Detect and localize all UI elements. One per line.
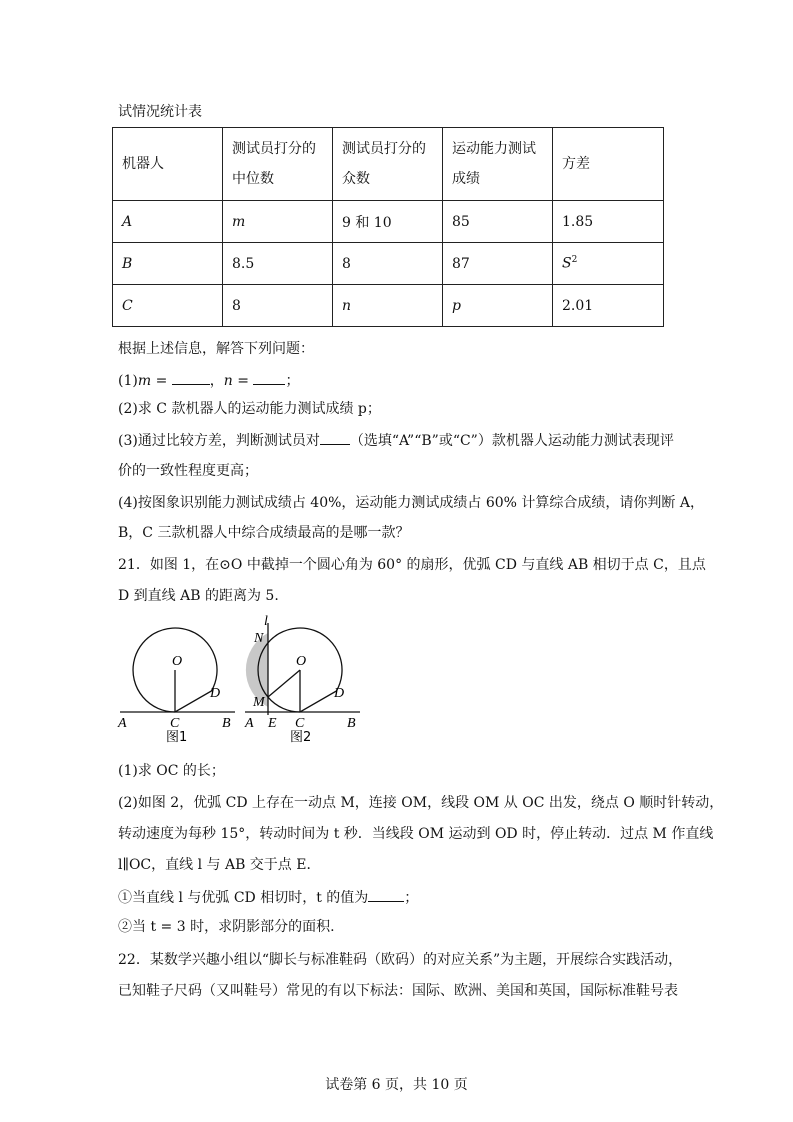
table-caption: 试情况统计表 [118,104,202,120]
label-O: O [296,654,307,669]
cell: 8.5 [223,243,333,285]
cell: 8 [223,285,333,327]
table-row [113,243,664,285]
header-variance: 方差 [553,128,664,201]
cell: 2.01 [553,285,664,327]
q21-part2-line2: 转动速度为每秒 15°，转动时间为 t 秒．当线段 OM 运动到 OD 时，停止转动．过点 M 作直线 [118,826,714,842]
q20-intro: 根据上述信息，解答下列问题： [118,341,314,357]
q20-part4-line1: (4)按图象识别能力测试成绩占 40%，运动能力测试成绩占 60% 计算综合成绩，请你判断 A， [118,495,704,511]
cell: B [113,243,223,285]
table-row [113,201,664,243]
label-C: C [170,716,180,731]
stats-table [112,127,664,327]
figure-1 [117,628,235,745]
cell: 8 [333,243,443,285]
header-motion-score: 运动能力测试 成绩 [443,128,553,201]
fig1-caption: 图1 [166,730,188,745]
label-l: l [264,615,268,629]
cell: p [443,285,553,327]
q21-part2-line1: (2)如图 2，优弧 CD 上存在一动点 M，连接 OM，线段 OM 从 OC 出发，绕点 O 顺时针转动， [118,795,724,811]
answer-blank[interactable] [368,887,404,902]
label-D: D [210,686,221,701]
q20-part2: (2)求 C 款机器人的运动能力测试成绩 p； [118,401,381,417]
cell: m [223,201,333,243]
cell: 85 [443,201,553,243]
q21-sub1: ①当直线 l 与优弧 CD 相切时，t 的值为 ； [118,887,418,907]
table-row [113,285,664,327]
q21-part1: (1)求 OC 的长； [118,763,225,779]
cell: A [113,201,223,243]
q21-intro-line2: D 到直线 AB 的距离为 5. [118,588,279,604]
cell: 9 和 10 [333,201,443,243]
answer-blank[interactable] [320,430,350,445]
fig2-caption: 图2 [290,730,312,745]
label-E: E [268,716,277,731]
q22-line2: 已知鞋子尺码（又叫鞋号）常见的有以下标法：国际、欧洲、美国和英国，国际标准鞋号表 [118,983,678,999]
cell: 1.85 [553,201,664,243]
q20-part3-line2: 价的一致性程度更高； [118,463,258,479]
q20-part4-line2: B，C 三款机器人中综合成绩最高的是哪一款？ [118,525,410,541]
label-A: A [245,716,254,731]
label-N: N [254,631,264,646]
cell: 87 [443,243,553,285]
label-A: A [118,716,127,731]
label-O: O [172,654,183,669]
cell: C [113,285,223,327]
q20-part1: (1)m = ，n = ； [118,370,299,390]
label-D: D [334,686,345,701]
label-B: B [222,716,231,731]
cell: $S^2$ [553,243,664,285]
answer-blank[interactable] [253,370,285,385]
label-C: C [295,716,305,731]
q21-intro-line1: 21．如图 1，在⊙O 中截掉一个圆心角为 60° 的扇形，优弧 CD 与直线 AB 相切于点 C，且点 [118,557,706,573]
answer-blank[interactable] [172,370,210,385]
label-B: B [347,716,356,731]
fig2-segment-om [268,670,300,697]
page-footer: 试卷第 6 页，共 10 页 [325,1077,468,1093]
figure-2 [244,615,360,745]
table-header-row [113,128,664,201]
header-mode: 测试员打分的 众数 [333,128,443,201]
cell: n [333,285,443,327]
q21-figures [110,615,370,750]
label-M: M [253,695,265,710]
q22-line1: 22．某数学兴趣小组以“脚长与标准鞋码（欧码）的对应关系”为主题，开展综合实践活动， [118,952,683,968]
header-robot: 机器人 [113,128,223,201]
header-median: 测试员打分的 中位数 [223,128,333,201]
q21-sub2: ②当 t = 3 时，求阴影部分的面积. [118,919,335,935]
q21-part2-line3: l∥OC，直线 l 与 AB 交于点 E． [118,857,321,873]
q20-part3-line1: (3)通过比较方差，判断测试员对 （选填“A”“B”或“C”）款机器人运动能力测试表现评 [118,430,674,450]
